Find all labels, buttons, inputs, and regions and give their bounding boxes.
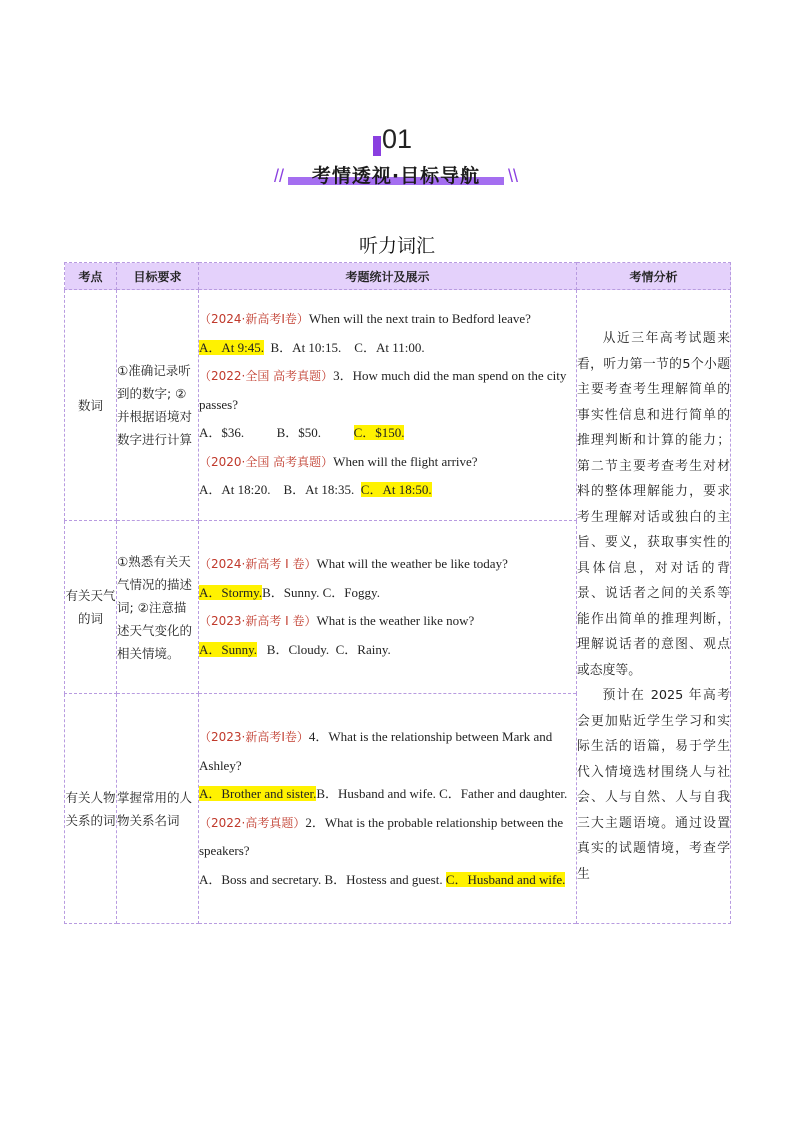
option-text: A．At 18:20. B．At 18:35.	[199, 482, 361, 498]
analysis-paragraph: 从近三年高考试题来看，听力第一节的5个小题主要考查考生理解简单的事实性信息和进行简单的推理判断和计算的能力；第二节主要考查考生对材料的整体理解能力，要求考生理解对话或独白的主旨、要义，获取事实性的具体信息，对对话的背景、说话者之间的关系等能作出简单的推理判断，理解说话者的意图、观点或态度等。	[577, 331, 730, 678]
header-analysis: 考情分析	[577, 263, 731, 290]
option-text: A．$36. B．$50.	[199, 425, 354, 441]
questions-cell	[199, 290, 577, 521]
point-cell: 有关天气的词	[65, 521, 117, 694]
question-options	[199, 419, 576, 448]
question-text: 2．What is the probable relationship between the speakers?	[199, 814, 564, 858]
header-point: 考点	[65, 263, 117, 290]
section-number-accent	[373, 136, 381, 156]
point-cell: 数词	[65, 290, 117, 521]
section-banner	[270, 160, 522, 192]
exam-analysis-table	[64, 262, 731, 924]
goal-cell: ①准确记录听到的数字; ②并根据语境对数字进行计算	[117, 290, 199, 521]
option-text: B．Husband and wife. C．Father and daughter.	[316, 786, 568, 801]
banner-title: 考情透视·目标导航	[311, 165, 481, 187]
question-source: （2024·新高考 I 卷）	[199, 557, 317, 571]
analysis-cell	[577, 290, 731, 924]
option-text: B．At 10:15. C．At 11:00.	[264, 339, 425, 355]
question-source: （2022·高考真题）	[199, 815, 306, 830]
question-item	[199, 809, 576, 866]
goal-cell: ①熟悉有关天气情况的描述词; ②注意描述天气变化的相关情境。	[117, 521, 199, 694]
question-item	[199, 448, 576, 477]
option-text: B．Sunny. C．Foggy.	[262, 584, 380, 600]
question-source: （2020·全国 高考真题）	[199, 454, 334, 469]
analysis-paragraph: 预计在 2025 年高考会更加贴近学生学习和实际生活的语篇，易于学生代入情境选材围绕人与社会、人与自然、人与自我三大主题语境。通过设置真实的试题情境，考查学生	[577, 688, 730, 882]
question-options	[199, 780, 576, 809]
question-source: （2023·新高考I卷）	[199, 730, 309, 744]
section-number: 01	[0, 124, 794, 155]
header-goal: 目标要求	[117, 263, 199, 290]
questions-cell	[199, 521, 577, 694]
table-header-row	[65, 263, 731, 290]
question-options	[199, 579, 576, 608]
goal-cell: 掌握常用的人物关系名词	[117, 694, 199, 924]
question-item	[199, 305, 576, 334]
question-options	[199, 334, 576, 363]
question-source: （2023·新高考 I 卷）	[199, 614, 317, 628]
question-text: What is the weather like now?	[316, 613, 475, 628]
answer-highlight: C．Husband and wife.	[445, 871, 566, 887]
answer-highlight: C．$150.	[353, 425, 405, 441]
question-source: （2024·新高考I卷）	[199, 312, 309, 327]
answer-highlight: A．At 9:45.	[199, 339, 265, 355]
question-source: （2022·全国 高考真题）	[199, 369, 334, 384]
question-options	[199, 476, 576, 505]
option-text: B．Cloudy. C．Rainy.	[257, 641, 391, 657]
table-title: 听力词汇	[358, 235, 435, 257]
point-cell: 有关人物关系的词	[65, 694, 117, 924]
question-text: What will the weather be like today?	[316, 556, 508, 571]
option-text: A．Boss and secretary. B．Hostess and guest.	[199, 871, 446, 887]
question-item	[199, 607, 576, 636]
table-row	[65, 290, 731, 521]
question-options	[199, 636, 576, 665]
question-item	[199, 550, 576, 579]
question-text: 4．What is the relationship between Mark and Ashley?	[199, 729, 553, 773]
question-options	[199, 866, 576, 895]
question-item	[199, 362, 576, 419]
question-item	[199, 723, 576, 780]
answer-highlight: A．Sunny.	[199, 641, 258, 657]
question-text: 3．How much did the man spend on the city passes?	[199, 368, 567, 412]
header-questions: 考题统计及展示	[199, 263, 577, 290]
question-text: When will the flight arrive?	[333, 453, 478, 469]
banner-left-slashes: //	[274, 166, 285, 186]
questions-cell	[199, 694, 577, 924]
answer-highlight: C．At 18:50.	[360, 482, 432, 498]
banner-right-slashes: \\	[507, 166, 518, 186]
question-text: When will the next train to Bedford leave?	[308, 311, 531, 327]
answer-highlight: A．Stormy.	[199, 584, 263, 600]
answer-highlight: A．Brother and sister.	[199, 786, 317, 801]
